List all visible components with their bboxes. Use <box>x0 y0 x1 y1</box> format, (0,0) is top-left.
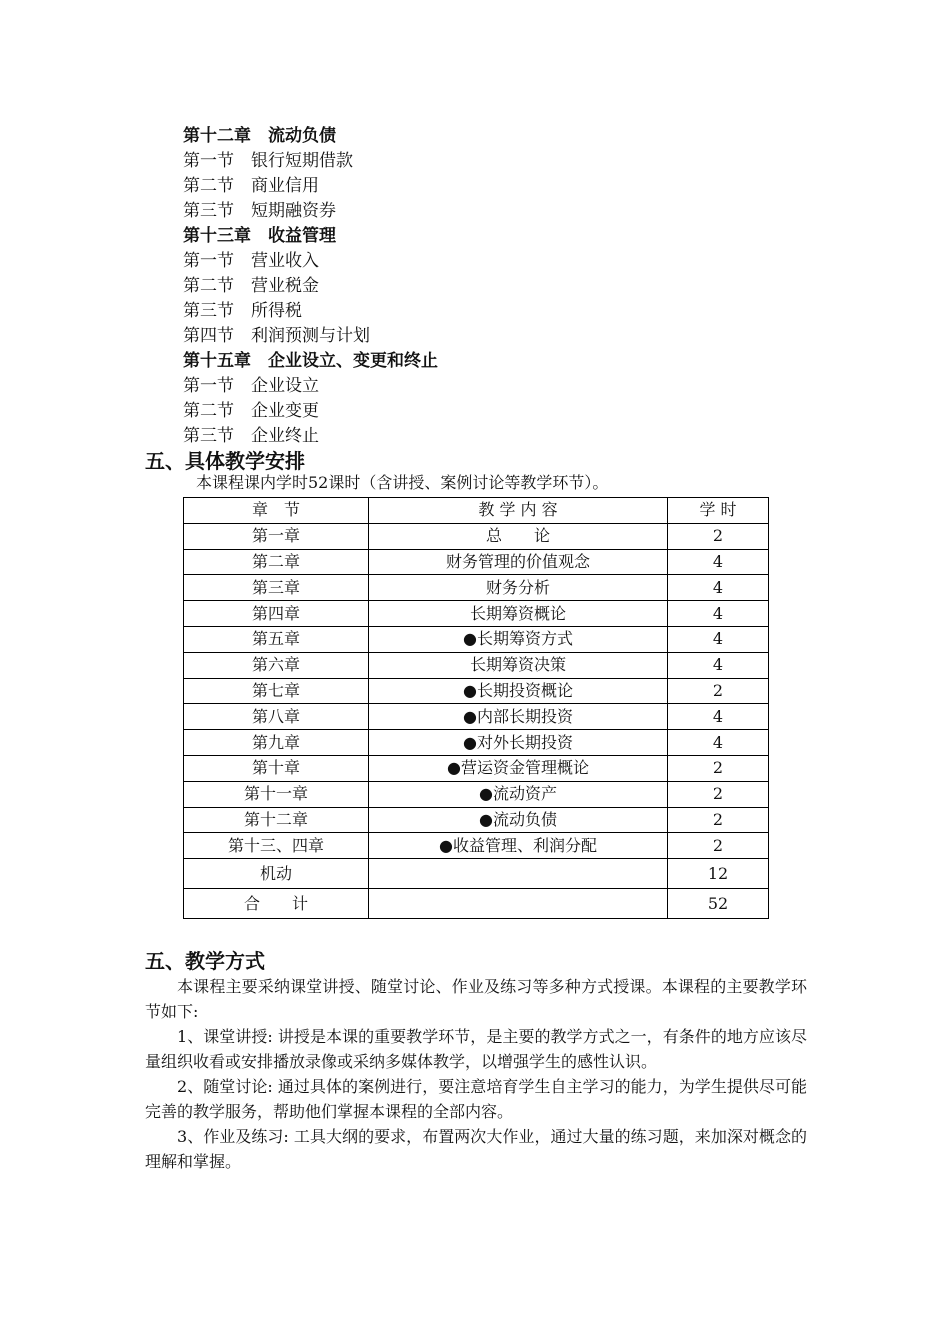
chapter-cell: 机动 <box>184 859 369 889</box>
chapter-cell: 第十章 <box>184 755 369 781</box>
hours-cell: 4 <box>668 626 769 652</box>
paragraph: 3、作业及练习: 工具大纲的要求，布置两次大作业，通过大量的练习题，来加深对概念的理解和掌握。 <box>145 1127 807 1171</box>
schedule-intro: 本课程课内学时52课时（含讲授、案例讨论等教学环节）。 <box>196 473 609 492</box>
header-hours: 学 时 <box>668 498 769 524</box>
hours-cell: 12 <box>668 859 769 889</box>
hours-cell: 2 <box>668 807 769 833</box>
chapter-title: 第十二章 流动负债 <box>183 126 336 146</box>
content-cell: 长期筹资概论 <box>369 601 668 627</box>
content-cell <box>369 859 668 889</box>
content-cell: 财务分析 <box>369 575 668 601</box>
section-title: 第二节 商业信用 <box>183 176 319 196</box>
section-title: 第二节 营业税金 <box>183 276 319 296</box>
chapter-cell: 第九章 <box>184 730 369 756</box>
hours-cell: 4 <box>668 575 769 601</box>
content-cell <box>369 889 668 919</box>
chapter-cell: 第四章 <box>184 601 369 627</box>
chapter-cell: 第六章 <box>184 652 369 678</box>
chapter-cell: 第十一章 <box>184 781 369 807</box>
chapter-cell: 第七章 <box>184 678 369 704</box>
paragraph: 2、随堂讨论: 通过具体的案例进行，要注意培育学生自主学习的能力，为学生提供尽可能完善的教学服务，帮助他们掌握本课程的全部内容。 <box>145 1077 807 1121</box>
chapter-cell: 第十二章 <box>184 807 369 833</box>
content-cell: 财务管理的价值观念 <box>369 549 668 575</box>
section-title: 第二节 企业变更 <box>183 401 319 421</box>
section-title: 第三节 企业终止 <box>183 426 319 446</box>
table-total-row <box>184 889 769 919</box>
chapter-cell: 第十三、四章 <box>184 833 369 859</box>
content-cell: ●收益管理、利润分配 <box>369 833 668 859</box>
hours-cell: 4 <box>668 704 769 730</box>
teaching-method-heading: 五、教学方式 <box>145 949 265 973</box>
header-content: 教 学 内 容 <box>369 498 668 524</box>
table-row <box>184 678 769 704</box>
teaching-method-body <box>145 974 807 1174</box>
section-title: 第一节 企业设立 <box>183 376 319 396</box>
hours-cell: 2 <box>668 833 769 859</box>
total-label-cell: 合 计 <box>184 889 369 919</box>
content-cell: ●内部长期投资 <box>369 704 668 730</box>
section-title: 第一节 营业收入 <box>183 251 319 271</box>
hours-cell: 4 <box>668 601 769 627</box>
table-row <box>184 781 769 807</box>
total-hours-cell: 52 <box>668 889 769 919</box>
chapter-title: 第十三章 收益管理 <box>183 226 336 246</box>
schedule-table <box>183 497 769 919</box>
table-row <box>184 575 769 601</box>
table-row <box>184 652 769 678</box>
content-cell: ●对外长期投资 <box>369 730 668 756</box>
content-cell: ●流动负债 <box>369 807 668 833</box>
chapter-cell: 第一章 <box>184 523 369 549</box>
chapter-cell: 第三章 <box>184 575 369 601</box>
content-cell: ●长期投资概论 <box>369 678 668 704</box>
section-title: 第四节 利润预测与计划 <box>183 326 370 346</box>
content-cell: ●流动资产 <box>369 781 668 807</box>
hours-cell: 2 <box>668 755 769 781</box>
hours-cell: 2 <box>668 781 769 807</box>
table-row <box>184 549 769 575</box>
hours-cell: 2 <box>668 523 769 549</box>
chapter-title: 第十五章 企业设立、变更和终止 <box>183 351 438 371</box>
table-row <box>184 601 769 627</box>
paragraph: 本课程主要采纳课堂讲授、随堂讨论、作业及练习等多种方式授课。本课程的主要教学环节如下: <box>145 977 807 1021</box>
table-row <box>184 730 769 756</box>
chapter-cell: 第二章 <box>184 549 369 575</box>
table-row <box>184 704 769 730</box>
section-title: 第一节 银行短期借款 <box>183 151 353 171</box>
table-row <box>184 833 769 859</box>
chapter-cell: 第五章 <box>184 626 369 652</box>
hours-cell: 4 <box>668 549 769 575</box>
table-row <box>184 859 769 889</box>
table-row <box>184 523 769 549</box>
content-cell: 长期筹资决策 <box>369 652 668 678</box>
schedule-heading: 五、具体教学安排 <box>145 449 305 473</box>
chapter-outline <box>183 124 438 449</box>
header-chapter: 章 节 <box>184 498 369 524</box>
hours-cell: 2 <box>668 678 769 704</box>
content-cell: 总 论 <box>369 523 668 549</box>
hours-cell: 4 <box>668 652 769 678</box>
section-title: 第三节 所得税 <box>183 301 302 321</box>
chapter-cell: 第八章 <box>184 704 369 730</box>
paragraph: 1、课堂讲授: 讲授是本课的重要教学环节，是主要的教学方式之一，有条件的地方应该尽量组织收看或安排播放录像或采纳多媒体教学，以增强学生的感性认识。 <box>145 1027 807 1071</box>
content-cell: ●长期筹资方式 <box>369 626 668 652</box>
content-cell: ●营运资金管理概论 <box>369 755 668 781</box>
table-row <box>184 755 769 781</box>
table-header-row <box>184 498 769 524</box>
table-row <box>184 626 769 652</box>
table-row <box>184 807 769 833</box>
hours-cell: 4 <box>668 730 769 756</box>
section-title: 第三节 短期融资券 <box>183 201 336 221</box>
